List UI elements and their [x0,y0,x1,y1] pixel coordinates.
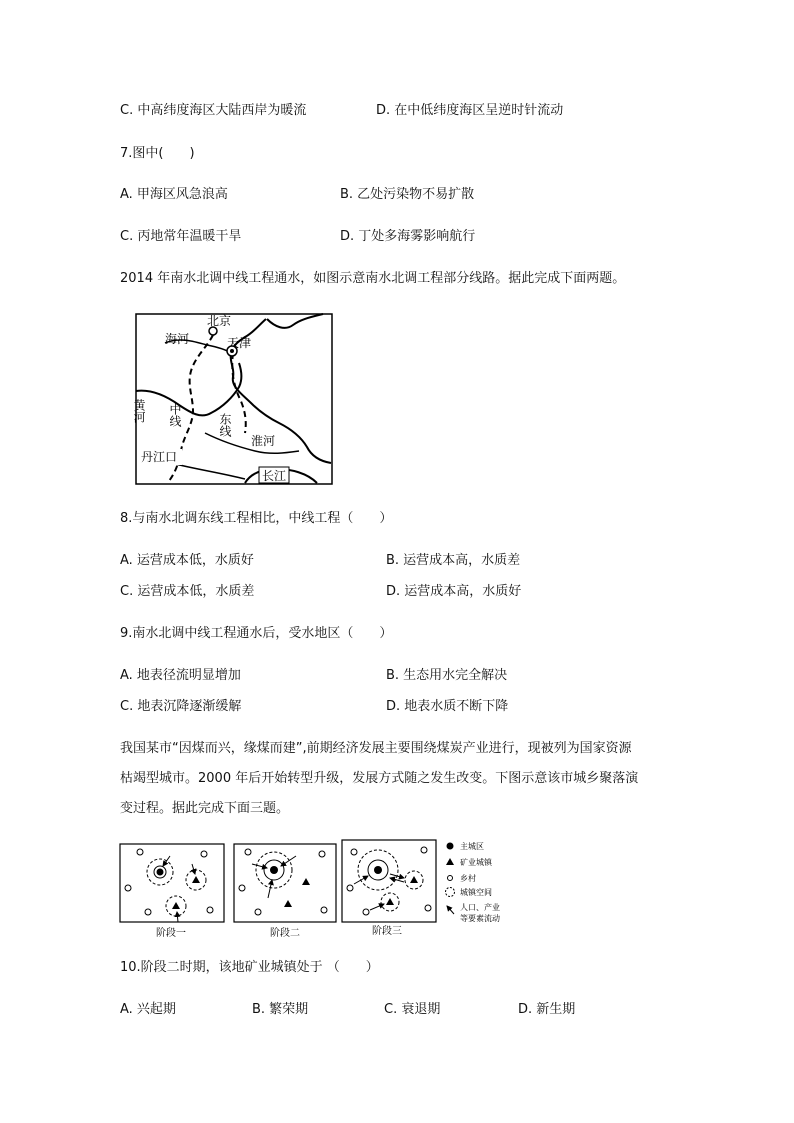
q7-option-a: A. 甲海区风急浪高 [120,187,228,202]
q9-option-c: C. 地表沉降逐渐缓解 [120,699,242,714]
legend-flow-1: 人口、产业 [460,903,500,912]
q7-option-d: D. 丁处多海雾影响航行 [340,229,476,244]
water-diversion-map [132,313,335,487]
stage-3-panel [342,840,436,922]
q7-option-c: C. 丙地常年温暖干旱 [120,229,242,244]
q9-option-a: A. 地表径流明显增加 [120,668,241,683]
settlement-evolution-figure [118,838,518,940]
stage-2-label: 阶段二 [270,928,300,939]
map-label-huang: 黄河 [132,399,146,423]
q8-option-a: A. 运营成本低，水质好 [120,553,254,568]
legend-village: 乡村 [460,874,476,883]
map-label-haihe: 海河 [165,332,190,346]
map-label-zhongxian: 中线 [168,403,182,427]
q8-stem: 8.与南水北调东线工程相比，中线工程（ ） [120,511,393,526]
intro-south-north-water: 2014 年南水北调中线工程通水，如图示意南水北调工程部分线路。据此完成下面两题。 [120,271,626,286]
q8-option-c: C. 运营成本低，水质差 [120,584,255,599]
q10-option-b: B. 繁荣期 [252,1002,309,1017]
q6-option-c: C. 中高纬度海区大陆西岸为暖流 [120,103,307,118]
main-city-dot [157,869,164,876]
beijing-marker [209,327,217,335]
q6-option-d: D. 在中低纬度海区呈逆时针流动 [376,103,564,118]
q8-option-d: D. 运营成本高，水质好 [386,584,522,599]
map-label-danjiangkou: 丹江口 [141,450,178,464]
q9-option-d: D. 地表水质不断下降 [386,699,509,714]
legend [446,843,455,915]
q7-stem: 7.图中( ) [120,146,195,161]
q9-option-b: B. 生态用水完全解决 [386,668,508,683]
map-label-dongxian-1: 东线 [218,413,232,437]
stage-2-panel [234,844,336,922]
legend-main-city: 主城区 [460,842,484,851]
stage-3-label: 阶段三 [372,926,402,937]
map-label-tianjin: 天津 [227,336,252,350]
map-label-huaihe: 淮河 [251,434,276,448]
q10-stem: 10.阶段二时期，该地矿业城镇处于 （ ） [120,960,379,975]
legend-city-space: 城镇空间 [460,888,492,897]
q10-option-d: D. 新生期 [518,1002,576,1017]
q9-stem: 9.南水北调中线工程通水后，受水地区（ ） [120,626,393,641]
q10-option-a: A. 兴起期 [120,1002,176,1017]
legend-flow-2: 等要素流动 [460,914,500,923]
legend-mine-town: 矿业城镇 [460,858,492,867]
q7-option-b: B. 乙处污染物不易扩散 [340,187,475,202]
map-label-beijing: 北京 [207,314,232,328]
map-label-changjiang: 长江 [262,469,287,483]
stage-1-label: 阶段一 [156,928,186,939]
intro-coal-city-line2: 枯竭型城市。2000 年后开始转型升级，发展方式随之发生改变。下图示意该市城乡聚落演 [120,771,639,786]
intro-coal-city-line1: 我国某市“因煤而兴，缘煤而建”,前期经济发展主要围绕煤炭产业进行，现被列为国家资源 [120,741,632,756]
q10-option-c: C. 衰退期 [384,1002,441,1017]
stage-1-panel [120,844,224,922]
intro-coal-city-line3: 变过程。据此完成下面三题。 [120,801,290,816]
q8-option-b: B. 运营成本高，水质差 [386,553,521,568]
